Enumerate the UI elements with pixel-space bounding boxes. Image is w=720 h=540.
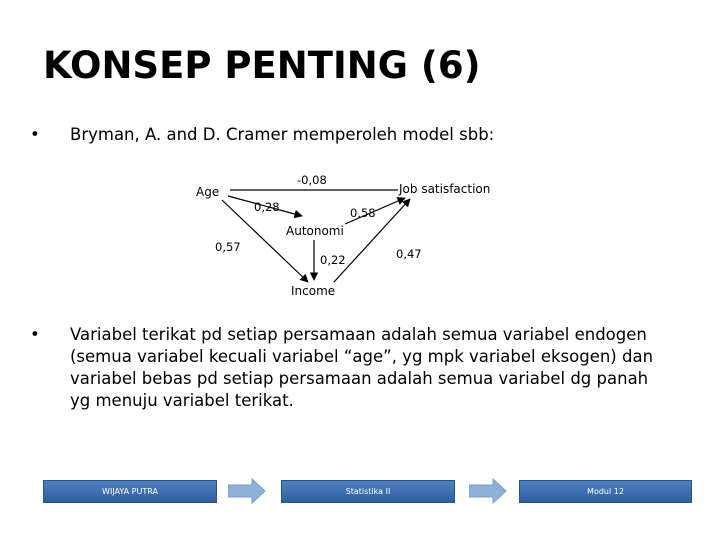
- coef-age-income: 0,57: [215, 240, 241, 254]
- node-autonomi: Autonomi: [286, 224, 344, 238]
- node-job-satisfaction: Job satisfaction: [399, 182, 491, 196]
- bullet-explanation-text: Variabel terikat pd setiap persamaan adalah semua variabel endogen (semua variabel kecuali variabel “age”, yg mpk variabel eksogen) dan variabel bebas pd setiap persamaan adalah semua variabel dg panah yg menuju variabel terikat.: [70, 325, 654, 410]
- right-arrow-icon: [228, 478, 266, 504]
- coef-age-job: -0,08: [297, 173, 327, 187]
- coef-income-job: 0,47: [396, 247, 422, 261]
- bullet-mark: •: [30, 325, 40, 344]
- footer-author: WIJAYA PUTRA: [43, 480, 217, 503]
- footer-course: Statistika II: [281, 480, 455, 503]
- coef-autonomi-income: 0,22: [320, 253, 346, 267]
- bullet-intro-text: Bryman, A. and D. Cramer memperoleh model sbb:: [70, 125, 495, 144]
- coef-autonomi-job: 0,58: [350, 206, 376, 220]
- node-income: Income: [291, 284, 336, 298]
- bullet-explanation: [30, 324, 670, 412]
- footer-module: Modul 12: [519, 480, 692, 503]
- node-age: Age: [196, 185, 220, 199]
- slide-title: KONSEP PENTING (6): [43, 44, 481, 87]
- coef-age-autonomi: 0,28: [254, 200, 280, 214]
- right-arrow-icon: [469, 478, 507, 504]
- bullet-mark: •: [30, 125, 40, 144]
